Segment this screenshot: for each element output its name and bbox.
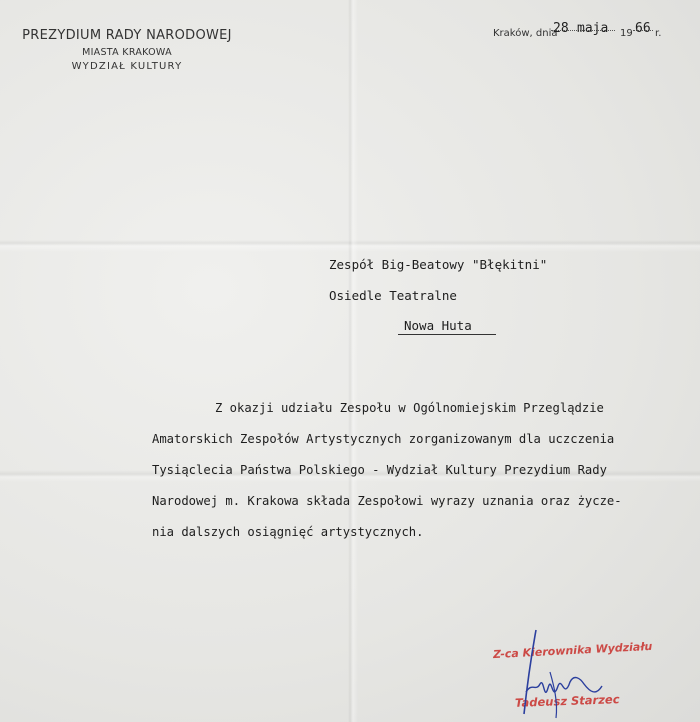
signature-icon xyxy=(506,622,606,722)
date-century: 19 xyxy=(620,28,633,39)
date-day: 28 xyxy=(553,21,569,36)
body-line-1: Z okazji udziału Zespołu w Ogólnomiejskim Przeglądzie xyxy=(215,401,604,415)
date-prefix: Kraków, dnia xyxy=(493,28,558,39)
addressee-line-3: Nowa Huta xyxy=(404,318,472,333)
stamp-title: Z-ca Kierownika Wydziału xyxy=(492,639,653,662)
addressee-line-1: Zespół Big-Beatowy "Błękitni" xyxy=(329,257,548,272)
letterhead-line-1: PREZYDIUM RADY NARODOWEJ xyxy=(22,28,232,43)
date-suffix: r. xyxy=(655,28,662,39)
letterhead xyxy=(18,28,236,72)
letterhead-line-2: MIASTA KRAKOWA xyxy=(82,47,172,58)
date-month: maja xyxy=(577,21,609,36)
addressee-underline xyxy=(398,334,496,335)
body-line-4: Narodowej m. Krakowa składa Zespołowi wyrazy uznania oraz życze- xyxy=(152,494,622,508)
body-line-2: Amatorskich Zespołów Artystycznych zorganizowanym dla uczczenia xyxy=(152,432,615,446)
date-year: 66 xyxy=(635,21,651,36)
letterhead-line-3: WYDZIAŁ KULTURY xyxy=(71,61,183,72)
body-line-5: nia dalszych osiągnięć artystycznych. xyxy=(152,525,424,539)
addressee-line-2: Osiedle Teatralne xyxy=(329,288,457,303)
body-line-3: Tysiąclecia Państwa Polskiego - Wydział Kultury Prezydium Rady xyxy=(152,463,607,477)
stamp-name: Tadeusz Starzec xyxy=(514,692,620,710)
